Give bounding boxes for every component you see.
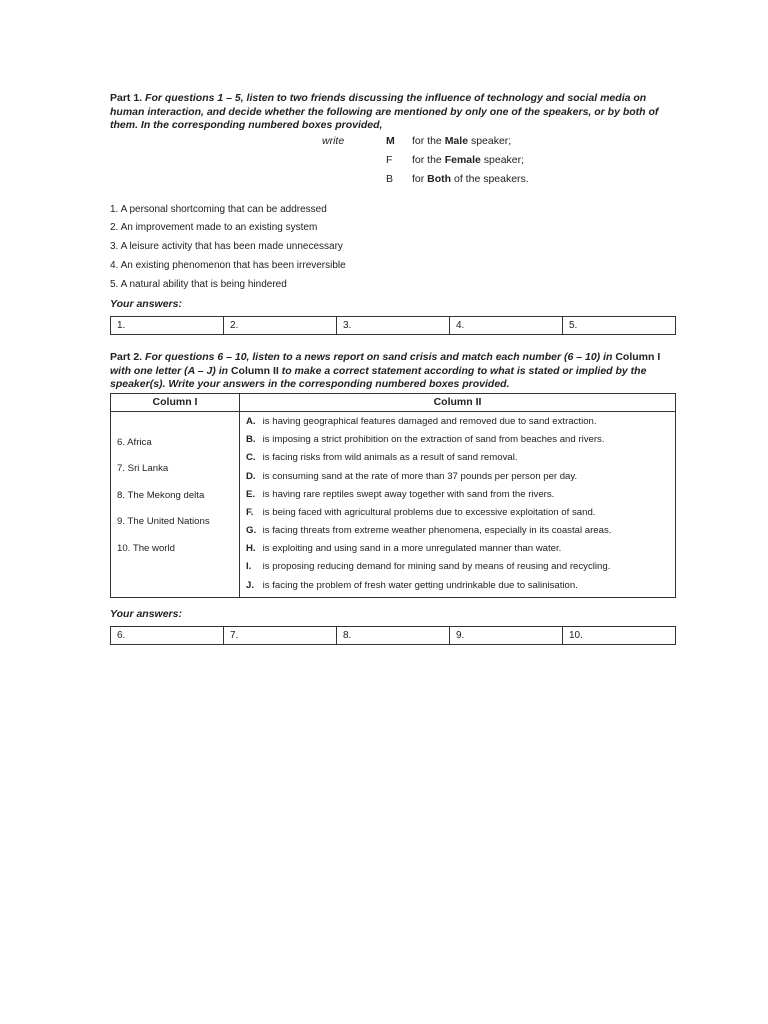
part2-column1-ref: Column I (615, 351, 661, 364)
part1-instructions (110, 92, 676, 133)
legend-row-both (386, 173, 529, 191)
option-text: is facing the problem of fresh water getting undrinkable due to salinisation. (262, 579, 578, 591)
legend-text-pre: for (412, 172, 428, 185)
legend-text-post: speaker; (468, 134, 512, 147)
answer-box-1[interactable]: 1. (111, 317, 224, 335)
legend-text-bold: Male (444, 134, 469, 147)
legend-code: M (386, 134, 395, 147)
column1-header: Column I (111, 393, 240, 411)
column2-item (246, 431, 675, 449)
statement-item: 3. A leisure activity that has been made unnecessary (110, 241, 343, 253)
worksheet (110, 92, 676, 645)
part2-instructions (110, 351, 676, 392)
option-letter: I. (246, 561, 252, 573)
statement-item: 4. An existing phenomenon that has been irreversible (110, 259, 346, 271)
answer-box-6[interactable]: 6. (111, 626, 224, 644)
part2-instruction-text-c: to make a correct statement according to what is stated or implied by the speaker(s). Write your answers in the corresponding numbered boxes provided. (110, 364, 647, 391)
legend-text-bold: Both (427, 172, 452, 185)
answer-box-9[interactable]: 9. (450, 626, 563, 644)
legend-code: B (386, 172, 394, 185)
answer-box-10[interactable]: 10. (563, 626, 676, 644)
option-text: is having geographical features damaged and removed due to sand extraction. (262, 415, 597, 427)
legend-row-female (386, 154, 524, 172)
matching-table (110, 393, 676, 598)
column1-item: 10. The world (117, 542, 175, 554)
legend-text-post: speaker; (480, 153, 525, 166)
option-letter: E. (246, 488, 256, 500)
option-text: is imposing a strict prohibition on the extraction of sand from beaches and rivers. (262, 434, 605, 446)
statement-item: 2. An improvement made to an existing system (110, 222, 318, 234)
column2-list (240, 412, 675, 597)
option-letter: J. (246, 579, 255, 591)
option-letter: G. (246, 525, 257, 537)
legend-text-bold: Female (444, 153, 481, 166)
column2-item (246, 449, 675, 467)
column2-header: Column II (240, 393, 676, 411)
answer-box-5[interactable]: 5. (563, 317, 676, 335)
column1-item: 6. Africa (117, 436, 152, 448)
column2-item (246, 504, 675, 522)
part2-column2-ref: Column II (230, 364, 279, 377)
answer-box-4[interactable]: 4. (450, 317, 563, 335)
answer-box-2[interactable]: 2. (224, 317, 337, 335)
option-text: is exploiting and using sand in a more unregulated manner than water. (262, 543, 562, 555)
column2-item (246, 486, 675, 504)
legend-text-pre: for the (412, 153, 445, 166)
column2-item (246, 577, 675, 595)
option-text: is consuming sand at the rate of more than 37 pounds per person per day. (262, 470, 578, 482)
legend-code: F (386, 153, 393, 166)
part1-statements (110, 201, 676, 295)
column1-list (111, 412, 239, 569)
option-letter: F. (246, 506, 254, 518)
answer-code-legend (110, 133, 676, 197)
statement-item: 1. A personal shortcoming that can be addressed (110, 203, 327, 215)
column2-item (246, 468, 675, 486)
option-letter: A. (246, 415, 256, 427)
option-text: is proposing reducing demand for mining sand by means of reusing and recycling. (262, 561, 611, 573)
option-text: is having rare reptiles swept away together with sand from the rivers. (262, 488, 555, 500)
column2-cell (240, 411, 676, 597)
part1-answers-label: Your answers: (110, 298, 182, 311)
column2-item (246, 413, 675, 431)
answer-box-3[interactable]: 3. (337, 317, 450, 335)
column1-cell (111, 411, 240, 597)
part2-label: Part 2. (110, 351, 143, 364)
statement-item: 5. A natural ability that is being hindered (110, 278, 287, 290)
option-text: is being faced with agricultural problems due to excessive exploitation of sand. (262, 506, 596, 518)
option-letter: D. (246, 470, 256, 482)
column2-item (246, 540, 675, 558)
answer-box-7[interactable]: 7. (224, 626, 337, 644)
part1-instruction-text: For questions 1 – 5, listen to two friends discussing the influence of technology and social media on human interaction, and decide whether the following are mentioned by only one of the speakers, or by both of them. In the corresponding numbered boxes provided, (110, 92, 659, 131)
part2-answer-boxes (110, 626, 676, 645)
column2-item (246, 558, 675, 576)
answer-box-8[interactable]: 8. (337, 626, 450, 644)
option-letter: H. (246, 543, 256, 555)
column1-item: 7. Sri Lanka (117, 463, 169, 475)
write-word: write (322, 134, 345, 147)
option-letter: B. (246, 434, 256, 446)
option-text: is facing risks from wild animals as a result of sand removal. (262, 452, 518, 464)
part1-answer-boxes (110, 316, 676, 335)
part2-instruction-text-b: with one letter (A – J) in (110, 364, 231, 377)
column1-item: 8. The Mekong delta (117, 489, 205, 501)
option-letter: C. (246, 452, 256, 464)
column2-item (246, 522, 675, 540)
part1-label: Part 1. (110, 92, 143, 104)
option-text: is facing threats from extreme weather phenomena, especially in its coastal areas. (262, 525, 612, 537)
legend-text-pre: for the (412, 134, 445, 147)
legend-text-post: of the speakers. (451, 172, 529, 185)
legend-row-male (386, 135, 511, 153)
part2-instruction-text-a: For questions 6 – 10, listen to a news report on sand crisis and match each number (6 – 10) in (145, 351, 616, 364)
column1-item: 9. The United Nations (117, 516, 210, 528)
part2-answers-label: Your answers: (110, 607, 182, 620)
